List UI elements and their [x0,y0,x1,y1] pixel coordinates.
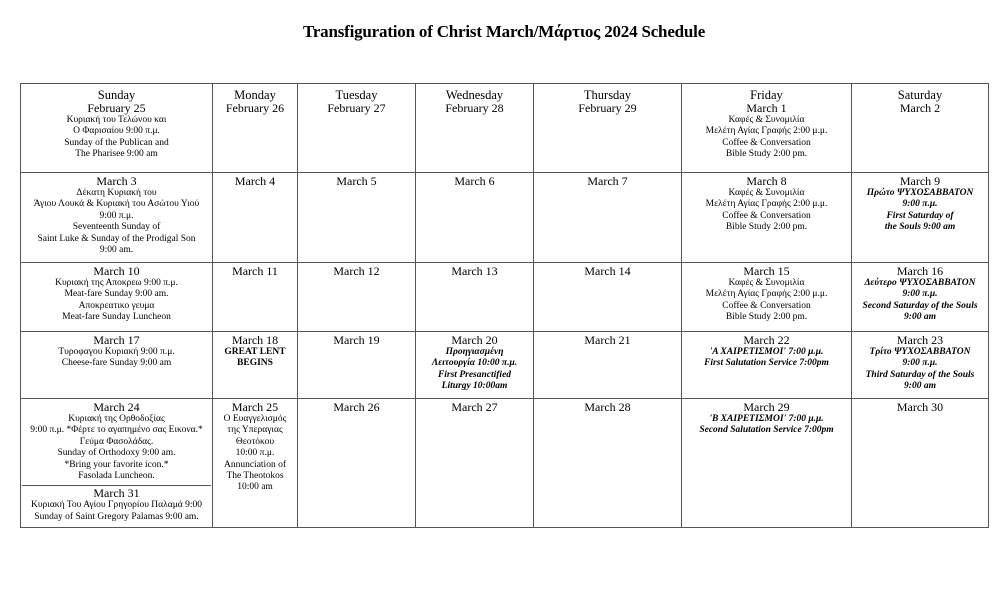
week-row [21,263,989,332]
day-cell-content [534,263,681,279]
event-line: Τρίτο ΨΥΧΟΣΑΒΒΑΤΟΝ [869,347,971,357]
event-line: Κυριακή του Τελώνου και [66,115,167,125]
day-date: March 19 [333,333,380,347]
event-line: Sunday of Saint Gregory Palamas 9:00 am. [34,511,199,522]
day-cell-wednesday [416,399,534,528]
event-line: Καφές & Συνομιλία [728,278,805,288]
day-cell-monday [213,84,298,173]
day-cell-sunday [21,399,213,528]
event-line: Meat-fare Sunday 9:00 am. [64,289,169,300]
event-line: Liturgy 10:00am [441,381,508,392]
day-date: March 1 [746,101,787,115]
event-line: Αποκρεατικο γευμα [78,300,155,311]
day-date: March 12 [333,264,380,278]
event-line: Bible Study 2:00 pm. [725,312,808,323]
day-cell-content [298,173,415,189]
event-line: 9:00 am [904,381,936,392]
day-cell-thursday [534,263,682,332]
day-cell-tuesday [298,263,416,332]
day-cell-content [298,263,415,279]
event-line: The Pharisee 9:00 am [75,149,158,160]
day-cell-content [213,399,297,495]
day-cell-monday [213,399,298,528]
event-line: 9:00 π.μ. [902,199,938,210]
event-line: 10:00 π.μ. [235,448,275,459]
event-line: Κυριακή Του Αγίου Γρηγορίου Παλαμά 9:00 [30,500,203,511]
day-cell-content [416,173,533,189]
event-line: 'Β ΧΑΙΡΕΤΙΣΜΟΙ' 7:00 μ.μ. [709,414,824,424]
event-line: 9:00 π.μ. [902,289,938,300]
day-cell-content [21,332,212,371]
day-date: February 29 [578,101,637,115]
event-line: Δεύτερο ΨΥΧΟΣΑΒΒΑΤΟΝ [864,278,976,288]
event-line: Μελέτη Αγίας Γραφής 2:00 μ.μ. [705,126,828,137]
day-cell-content [852,173,988,235]
day-date: March 18 [231,333,279,347]
event-line: Coffee & Conversation [722,210,811,221]
day-cell-content [298,84,415,115]
event-line: Τυροφαγου Κυριακή 9:00 π.μ. [58,347,175,357]
day-cell-content [416,84,533,115]
event-line: First Salutation Service 7:00pm [704,358,829,369]
day-cell-saturday [852,173,989,263]
day-date: March 14 [584,264,631,278]
day-name: Friday [750,88,783,102]
event-line: Third Saturday of the Souls [865,369,975,380]
day-cell-thursday [534,332,682,399]
day-cell-content [852,399,988,415]
day-cell-content [213,332,297,371]
day-date: March 27 [451,400,498,414]
day-cell-monday [213,332,298,399]
day-cell-thursday [534,399,682,528]
day-cell-saturday [852,332,989,399]
day-cell-content [682,173,851,235]
day-cell-friday [682,84,852,173]
day-cell-thursday [534,173,682,263]
event-line: the Souls 9:00 am [884,222,956,233]
event-line: Coffee & Conversation [722,137,811,148]
event-line: GREAT LENT [224,347,286,357]
event-line: Meat-fare Sunday Luncheon [62,312,171,323]
day-cell-content [682,84,851,161]
day-date: March 5 [336,174,377,188]
day-cell-content [21,399,212,524]
day-cell-content [852,263,988,325]
day-cell-saturday [852,84,989,173]
day-name: Thursday [583,88,632,102]
event-line: Μελέτη Αγίας Γραφής 2:00 μ.μ. [705,289,828,300]
day-date: March 21 [584,333,631,347]
event-line: Annunciation of [223,459,286,470]
day-cell-friday [682,399,852,528]
day-cell-saturday [852,263,989,332]
event-line: 9:00 π.μ. *Φέρτε το αγαπημένο σας Εικονα.* [30,425,203,436]
event-line: Προηγιασμένη [445,347,504,357]
calendar-grid [20,83,989,528]
day-date: February 25 [87,101,146,115]
event-line: BEGINS [237,358,273,369]
day-cell-content [534,173,681,189]
day-date: March 15 [743,264,790,278]
event-line: Γεύμα Φασολάδας. [79,436,154,447]
event-line: The Theotokos [226,471,284,482]
day-name: Saturday [897,88,943,102]
event-line: Θεοτόκου [235,436,275,447]
day-name: Tuesday [335,88,378,102]
day-cell-content [682,263,851,325]
day-date: March 10 [93,264,140,278]
day-cell-wednesday [416,263,534,332]
event-line: Bible Study 2:00 pm. [725,149,808,160]
event-line: Καφές & Συνομιλία [728,188,805,198]
day-date: February 26 [225,101,285,115]
day-date: March 26 [333,400,380,414]
day-cell-sunday [21,173,213,263]
day-cell-friday [682,263,852,332]
event-line: 9:00 am. [99,245,134,256]
event-line: Fasolada Luncheon. [78,471,155,482]
event-line: 'Α ΧΑΙΡΕΤΙΣΜΟΙ' 7:00 μ.μ. [709,347,824,357]
day-date: March 28 [584,400,631,414]
event-line: Λειτουργία 10:00 π.μ. [431,358,518,369]
event-line: 9:00 π.μ. [902,358,938,369]
day-date: March 11 [232,264,278,278]
day-cell-monday [213,263,298,332]
day-date: March 23 [896,333,944,347]
day-name: Wednesday [445,88,504,102]
day-cell-monday [213,173,298,263]
event-line: 9:00 π.μ. [99,210,134,221]
day-cell-content [534,332,681,348]
event-line: Seventeenth Sunday of [72,222,161,233]
day-date: March 7 [587,174,628,188]
day-cell-content [416,332,533,394]
day-name: Sunday [97,88,136,102]
day-name: Monday [234,88,276,102]
day-cell-friday [682,332,852,399]
event-line: Άγιου Λουκά & Κυριακή του Ασώτου Υιού [33,199,200,210]
event-line: 9:00 am [904,312,936,323]
day-date: March 25 [231,400,279,414]
event-line: Ο Φαρισαίου 9:00 π.μ. [73,126,160,137]
day-date: March 30 [896,400,944,414]
day-date: March 2 [899,101,941,115]
day-cell-saturday [852,399,989,528]
event-line: Ο Ευαγγελισμός [223,414,287,424]
day-cell-tuesday [298,399,416,528]
day-cell-content [416,399,533,415]
event-line: Sunday of the Publican and [64,137,169,148]
event-line: Saint Luke & Sunday of the Prodigal Son [37,233,196,244]
day-cell-tuesday [298,84,416,173]
page-title: Transfiguration of Christ March/Μάρτιος 2024 Schedule [302,22,706,41]
day-cell-content [416,263,533,279]
day-date: March 20 [451,333,498,347]
day-date: February 27 [327,101,386,115]
day-cell-wednesday [416,173,534,263]
event-line: Κυριακή της Αποκρεω 9:00 π.μ. [55,278,178,288]
week-row [21,332,989,399]
day-cell-tuesday [298,332,416,399]
day-cell-friday [682,173,852,263]
day-date: March 16 [896,264,944,278]
day-cell-sunday [21,84,213,173]
event-line: Κυριακή της Ορθοδοξίας [68,414,165,424]
day-date: March 4 [234,174,276,188]
event-line: Μελέτη Αγίας Γραφής 2:00 μ.μ. [705,199,828,210]
day-cell-content [534,399,681,415]
event-line: First Presanctified [437,369,512,380]
day-cell-thursday [534,84,682,173]
day-date: March 29 [743,400,790,414]
day-cell-sunday [21,332,213,399]
day-cell-content [534,84,681,115]
day-cell-content [682,332,851,371]
day-date: March 9 [899,174,941,188]
day-date: March 6 [454,174,495,188]
day-cell-content [852,332,988,394]
event-line: Cheese-fare Sunday 9:00 am [61,358,172,369]
event-line: Second Saturday of the Souls [862,300,978,311]
week-row [21,84,989,173]
day-cell-content [21,84,212,161]
day-cell-content [213,263,297,279]
event-line: Δέκατη Κυριακή του [76,188,157,198]
day-cell-content [298,332,415,348]
event-line: Second Salutation Service 7:00pm [699,425,834,436]
day-date: March 22 [743,333,790,347]
event-line: Bible Study 2:00 pm. [725,222,808,233]
day-date: March 13 [451,264,498,278]
event-line: της Υπεραγιας [227,425,283,436]
event-line: Καφές & Συνομιλία [728,115,805,125]
day-cell-content [298,399,415,415]
event-line: 10:00 am [237,482,273,493]
event-line: Coffee & Conversation [722,300,811,311]
day-cell-content [682,399,851,438]
week-row [21,399,989,528]
day-date: March 31 [93,486,140,501]
day-date: March 3 [96,174,137,188]
day-date: February 28 [445,101,504,115]
event-line: *Bring your favorite icon.* [64,459,169,470]
day-cell-wednesday [416,84,534,173]
day-cell-content [213,173,297,189]
day-date: March 8 [746,174,787,188]
event-line: Sunday of Orthodoxy 9:00 am. [57,448,176,459]
day-cell-content [213,84,297,115]
day-date: March 17 [93,333,140,347]
day-cell-content [21,173,212,257]
day-cell-tuesday [298,173,416,263]
week-row [21,173,989,263]
event-line: Πρώτο ΨΥΧΟΣΑΒΒΑΤΟΝ [866,188,974,198]
day-cell-sunday [21,263,213,332]
event-line: First Saturday of [886,210,954,221]
sub-day-cell [22,485,211,523]
day-cell-wednesday [416,332,534,399]
day-cell-content [852,84,988,115]
day-date: March 24 [93,400,140,414]
day-cell-content [21,263,212,325]
